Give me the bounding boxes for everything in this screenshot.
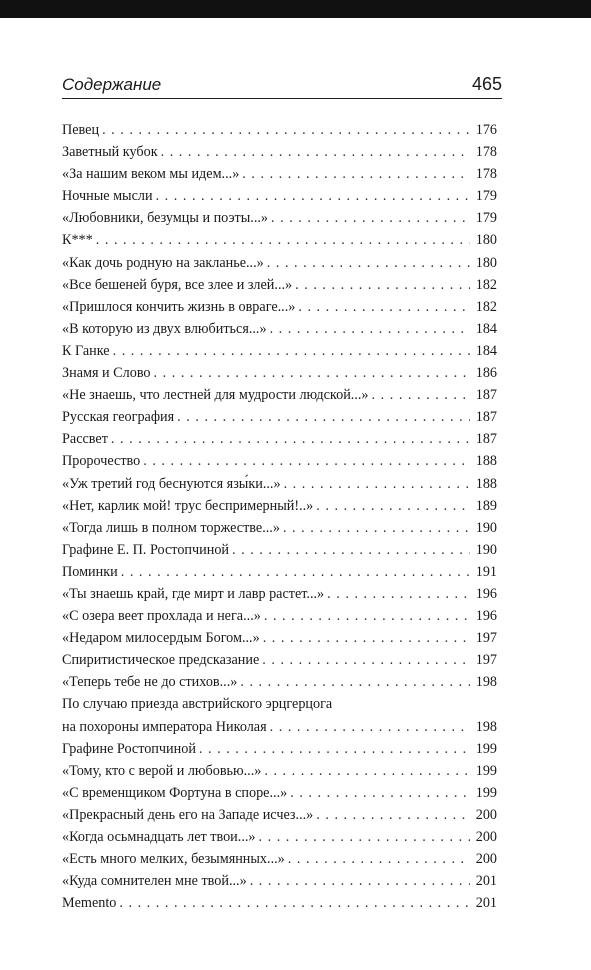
toc-entry-page: 199 [475,762,497,779]
toc-entry [62,782,497,804]
toc-entry-page: 184 [475,342,497,359]
toc-entry [62,274,497,296]
dot-leader [264,605,470,627]
toc-entry-title: Заветный кубок [62,144,158,161]
toc-entry-page: 189 [475,497,497,514]
toc-entry-title: «За нашим веком мы идем...» [62,166,240,183]
toc-entry-title: «Пришлося кончить жизнь в овраге...» [62,298,296,315]
toc-entry-title: «Теперь тебе не до стихов...» [62,674,238,691]
toc-entry-page: 198 [475,718,497,735]
toc-entry-page: 178 [475,144,497,161]
toc-entry-line2 [62,716,497,738]
toc-entry-title: Графине Е. П. Ростопчиной [62,541,230,558]
dot-leader [298,296,470,318]
toc-entry-page: 196 [475,585,497,602]
toc-entry [62,296,497,318]
toc-entry-title: «Куда сомнителен мне твой...» [62,873,247,890]
toc-entry-title: «Не знаешь, что лестней для мудрости людской...» [62,387,369,404]
toc-entry [62,384,497,406]
toc-entry [62,473,497,495]
toc-entry [62,141,497,163]
toc-entry-title: «Тогда лишь в полном торжестве...» [62,519,280,536]
toc-entry [62,760,497,782]
dot-leader [177,406,470,428]
toc-entry-page: 186 [475,365,497,382]
toc-entry-title: «Есть много мелких, безымянных...» [62,851,285,868]
table-of-contents [62,119,497,914]
toc-entry [62,252,497,274]
toc-entry-title: Знамя и Слово [62,365,151,382]
dot-leader [288,848,470,870]
toc-entry [62,671,497,693]
toc-entry-page: 182 [475,276,497,293]
toc-entry-page: 197 [475,630,497,647]
toc-entry [62,649,497,671]
toc-entry-title: «Все бешеней буря, все злее и злей...» [62,276,293,293]
toc-entry [62,892,497,914]
toc-entry-title: К*** [62,232,93,249]
dot-leader [199,738,470,760]
toc-entry [62,517,497,539]
toc-entry-title: «Когда осьмнадцать лет твои...» [62,829,256,845]
toc-entry-page: 182 [475,298,497,315]
toc-entry-title: «Нет, карлик мой! трус беспримерный!..» [62,497,314,514]
toc-entry-title: «В которую из двух влюбиться...» [62,320,267,337]
dot-leader [316,804,470,826]
toc-entry-title: Поминки [62,563,118,580]
dot-leader [290,782,470,804]
toc-entry-page: 199 [475,784,497,801]
dot-leader [161,141,470,163]
toc-entry-page: 201 [475,873,497,890]
toc-entry [62,826,497,848]
page-number: 465 [471,74,502,94]
running-head-title: Содержание [62,75,162,94]
dot-leader [263,627,470,649]
toc-entry-page: 188 [475,475,497,492]
toc-entry-title: «С озера веет прохлада и нега...» [62,608,261,625]
toc-entry-title: Пророчество [62,453,141,470]
toc-entry [62,848,497,870]
toc-entry-title: «Ты знаешь край, где мирт и лавр растет...» [62,585,325,602]
toc-entry-title: Рассвет [62,431,108,448]
dot-leader [327,583,470,605]
toc-entry-page: 180 [475,254,497,271]
toc-entry [62,406,497,428]
dot-leader [283,517,470,539]
dot-leader [372,384,470,406]
toc-entry [62,495,497,517]
toc-entry-title: Спиритистическое предсказание [62,652,260,669]
toc-entry-page: 201 [475,895,497,912]
dot-leader [295,274,470,296]
dot-leader [240,671,470,693]
toc-entry-title: «Любовники, безумцы и поэты...» [62,210,269,227]
toc-entry-page: 187 [475,409,497,426]
dot-leader [270,318,470,340]
toc-entry [62,450,497,472]
dot-leader [119,892,470,914]
toc-entry-title: Русская география [62,409,175,426]
dot-leader [96,229,470,251]
toc-entry-page: 184 [475,320,497,337]
running-head [62,74,502,95]
toc-entry [62,627,497,649]
toc-entry-title: К Ганке [62,342,110,359]
toc-entry-page: 190 [475,519,497,536]
toc-entry-title-line1: По случаю приезда австрийского эрцгерцога [62,696,333,713]
toc-entry [62,362,497,384]
dot-leader [270,716,470,738]
header-rule [62,98,502,99]
toc-entry-page: 176 [475,122,497,138]
toc-entry-page: 197 [475,652,497,669]
toc-entry-title: «Как дочь родную на закланье...» [62,254,264,271]
toc-entry-page: 200 [475,851,497,868]
toc-entry [62,318,497,340]
dot-leader [121,561,470,583]
toc-entry-title: Певец [62,122,100,138]
dot-leader [250,870,470,892]
toc-entry [62,119,497,141]
toc-entry-page: 178 [475,166,497,183]
toc-entry [62,539,497,561]
dot-leader [111,428,470,450]
toc-entry [62,738,497,760]
toc-entry-page: 187 [475,431,497,448]
book-page [0,18,591,970]
toc-entry-page: 190 [475,541,497,558]
dot-leader [264,760,470,782]
toc-entry-page: 180 [475,232,497,249]
toc-entry [62,163,497,185]
toc-entry-page: 200 [475,829,497,845]
toc-entry [62,605,497,627]
toc-entry-page: 179 [475,188,497,205]
toc-entry [62,428,497,450]
toc-entry-title: «Недаром милосердым Богом...» [62,630,260,647]
toc-entry [62,229,497,251]
dot-leader [284,473,470,495]
toc-entry [62,207,497,229]
toc-entry-title: Memento [62,895,117,912]
toc-entry [62,340,497,362]
toc-entry-title: Ночные мысли [62,188,153,205]
toc-entry [62,870,497,892]
scan-top-edge [0,0,591,18]
dot-leader [259,826,470,848]
toc-entry-title: «Уж третий год беснуются язы́ки...» [62,475,281,492]
toc-entry-page: 200 [475,806,497,823]
dot-leader [154,362,470,384]
toc-entry [62,583,497,605]
dot-leader [262,649,470,671]
toc-entry-title: Графине Ростопчиной [62,740,196,757]
toc-entry [62,185,497,207]
toc-entry-page: 179 [475,210,497,227]
dot-leader [316,495,470,517]
toc-entry-title: «Тому, кто с верой и любовью...» [62,762,262,779]
dot-leader [143,450,470,472]
toc-entry-page: 187 [475,387,497,404]
dot-leader [271,207,470,229]
toc-entry-page: 196 [475,608,497,625]
toc-entry [62,804,497,826]
toc-entry-title-line2: на похороны императора Николая [62,718,267,735]
toc-entry-multiline [62,693,497,737]
dot-leader [113,340,470,362]
toc-entry-title: «С временщиком Фортуна в споре...» [62,784,288,801]
toc-entry-title: «Прекрасный день его на Западе исчез...» [62,806,314,823]
toc-entry-page: 198 [475,674,497,691]
toc-entry-page: 191 [475,563,497,580]
toc-entry-page: 199 [475,740,497,757]
dot-leader [102,119,470,141]
dot-leader [242,163,470,185]
toc-entry-page: 188 [475,453,497,470]
toc-entry [62,561,497,583]
dot-leader [232,539,470,561]
dot-leader [267,252,470,274]
dot-leader [156,185,470,207]
